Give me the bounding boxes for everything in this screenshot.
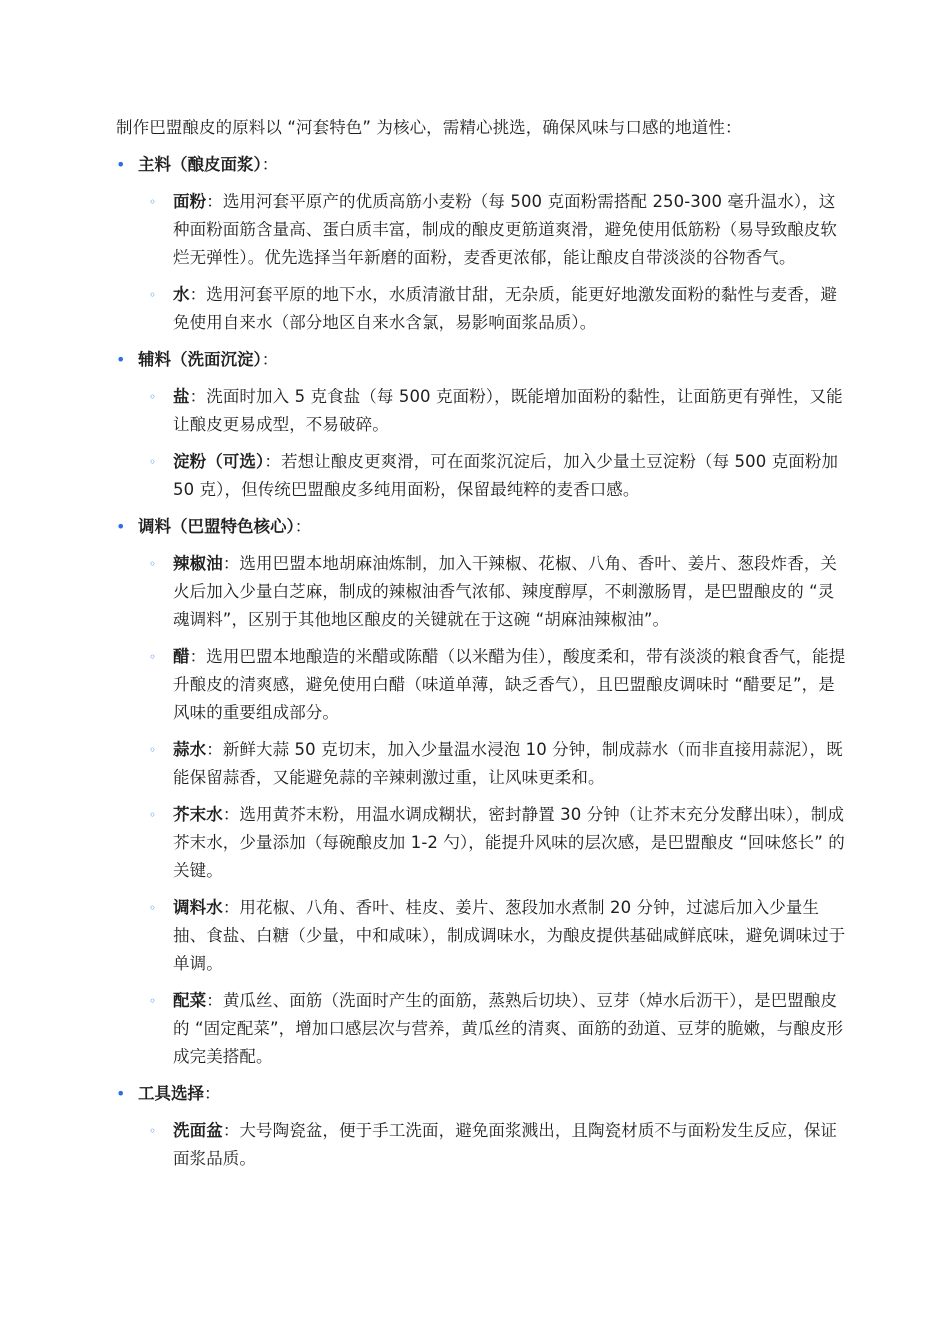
hollow-bullet-icon: ◦ [149,455,157,469]
item-separator: ： [206,192,223,211]
item-term: 蒜水 [173,740,207,759]
item-description: 选用巴盟本地胡麻油炼制，加入干辣椒、花椒、八角、香叶、姜片、葱段炸香，关火后加入少量白芝麻，制成的辣椒油香气浓郁、辣度醇厚，不刺激肠胃，是巴盟酿皮的 “灵魂调料”，区别于其他地区酿皮的关键就在于这碗 “胡麻油辣椒油”。 [173,554,838,629]
item-term: 配菜 [173,991,207,1010]
section-item [116,151,846,337]
sub-list [116,383,846,504]
list-item [116,550,846,634]
sub-list [116,1117,846,1173]
item-term: 醋 [173,647,190,666]
item-description: 选用河套平原的地下水，水质清澈甘甜，无杂质，能更好地激发面粉的黏性与麦香，避免使用自来水（部分地区自来水含氯，易影响面浆品质）。 [173,285,838,332]
section-heading-colon: ： [261,155,279,174]
bullet-dot-icon: • [116,1084,126,1103]
section-item [116,1080,846,1173]
item-term: 淀粉（可选） [173,452,265,471]
section-heading: 辅料（洗面沉淀） [138,350,262,369]
list-item [116,736,846,792]
item-description: 用花椒、八角、香叶、桂皮、姜片、葱段加水煮制 20 分钟，过滤后加入少量生抽、食盐、白糖（少量，中和咸味），制成调味水，为酿皮提供基础咸鲜底味，避免调味过于单调。 [173,898,846,973]
item-term: 调料水 [173,898,223,917]
list-item [116,188,846,272]
list-item [116,987,846,1071]
sub-list [116,188,846,337]
item-separator: ： [206,991,223,1010]
item-separator: ： [222,554,240,573]
item-term: 辣椒油 [173,554,223,573]
section-heading: 调料（巴盟特色核心） [138,517,295,536]
item-separator: ： [264,452,281,471]
list-item [116,383,846,439]
item-separator: ： [189,387,207,406]
section-heading-colon: ： [294,517,312,536]
section-heading: 工具选择 [138,1084,204,1103]
hollow-bullet-icon: ◦ [149,808,157,822]
section-item [116,513,846,1071]
list-item [116,1117,846,1173]
item-description: 选用河套平原产的优质高筋小麦粉（每 500 克面粉需搭配 250-300 毫升温水），这种面粉面筋含量高、蛋白质丰富，制成的酿皮更筋道爽滑，避免使用低筋粉（易导致酿皮软烂无弹性）。优先选择当年新磨的面粉，麦香更浓郁，能让酿皮自带淡淡的谷物香气。 [173,192,837,267]
item-term: 水 [173,285,190,304]
hollow-bullet-icon: ◦ [149,195,157,209]
bullet-dot-icon: • [116,517,126,536]
section-title [116,151,846,179]
item-term: 洗面盆 [173,1121,223,1140]
list-item [116,894,846,978]
item-separator: ： [206,740,223,759]
ingredient-sections [116,151,846,1173]
item-description: 洗面时加入 5 克食盐（每 500 克面粉），既能增加面粉的黏性，让面筋更有弹性，又能让酿皮更易成型，不易破碎。 [173,387,843,434]
hollow-bullet-icon: ◦ [149,557,157,571]
section-heading: 主料（酿皮面浆） [138,155,262,174]
list-item [116,643,846,727]
hollow-bullet-icon: ◦ [149,288,157,302]
hollow-bullet-icon: ◦ [149,901,157,915]
item-description: 选用巴盟本地酿造的米醋或陈醋（以米醋为佳），酸度柔和，带有淡淡的粮食香气，能提升酿皮的清爽感，避免使用白醋（味道单薄，缺乏香气），且巴盟酿皮调味时 “醋要足”，是风味的重要组成部分。 [173,647,846,722]
item-description: 选用黄芥末粉，用温水调成糊状，密封静置 30 分钟（让芥末充分发酵出味），制成芥末水，少量添加（每碗酿皮加 1-2 勺），能提升风味的层次感，是巴盟酿皮 “回味悠长” 的关键。 [173,805,845,880]
sub-list [116,550,846,1071]
section-title [116,1080,846,1108]
bullet-dot-icon: • [116,155,126,174]
item-description: 黄瓜丝、面筋（洗面时产生的面筋，蒸熟后切块）、豆芽（焯水后沥干），是巴盟酿皮的 “固定配菜”，增加口感层次与营养，黄瓜丝的清爽、面筋的劲道、豆芽的脆嫩，与酿皮形成完美搭配。 [173,991,844,1066]
item-description: 大号陶瓷盆，便于手工洗面，避免面浆溅出，且陶瓷材质不与面粉发生反应，保证面浆品质。 [173,1121,838,1168]
item-separator: ： [222,805,240,824]
item-separator: ： [222,1121,240,1140]
section-title [116,513,846,541]
section-title [116,346,846,374]
item-term: 盐 [173,387,190,406]
section-heading-colon: ： [204,1084,221,1103]
item-term: 面粉 [173,192,207,211]
item-separator: ： [189,285,207,304]
document-page [116,114,846,1182]
item-description: 若想让酿皮更爽滑，可在面浆沉淀后，加入少量土豆淀粉（每 500 克面粉加 50 克），但传统巴盟酿皮多纯用面粉，保留最纯粹的麦香口感。 [173,452,839,499]
list-item [116,801,846,885]
hollow-bullet-icon: ◦ [149,994,157,1008]
section-item [116,346,846,504]
hollow-bullet-icon: ◦ [149,390,157,404]
hollow-bullet-icon: ◦ [149,650,157,664]
list-item [116,281,846,337]
list-item [116,448,846,504]
item-term: 芥末水 [173,805,223,824]
item-separator: ： [189,647,207,666]
intro-paragraph: 制作巴盟酿皮的原料以 “河套特色” 为核心，需精心挑选，确保风味与口感的地道性： [116,118,742,137]
item-description: 新鲜大蒜 50 克切末，加入少量温水浸泡 10 分钟，制成蒜水（而非直接用蒜泥），既能保留蒜香，又能避免蒜的辛辣刺激过重，让风味更柔和。 [173,740,843,787]
bullet-dot-icon: • [116,350,126,369]
section-heading-colon: ： [261,350,279,369]
item-separator: ： [222,898,240,917]
hollow-bullet-icon: ◦ [149,1124,157,1138]
hollow-bullet-icon: ◦ [149,743,157,757]
